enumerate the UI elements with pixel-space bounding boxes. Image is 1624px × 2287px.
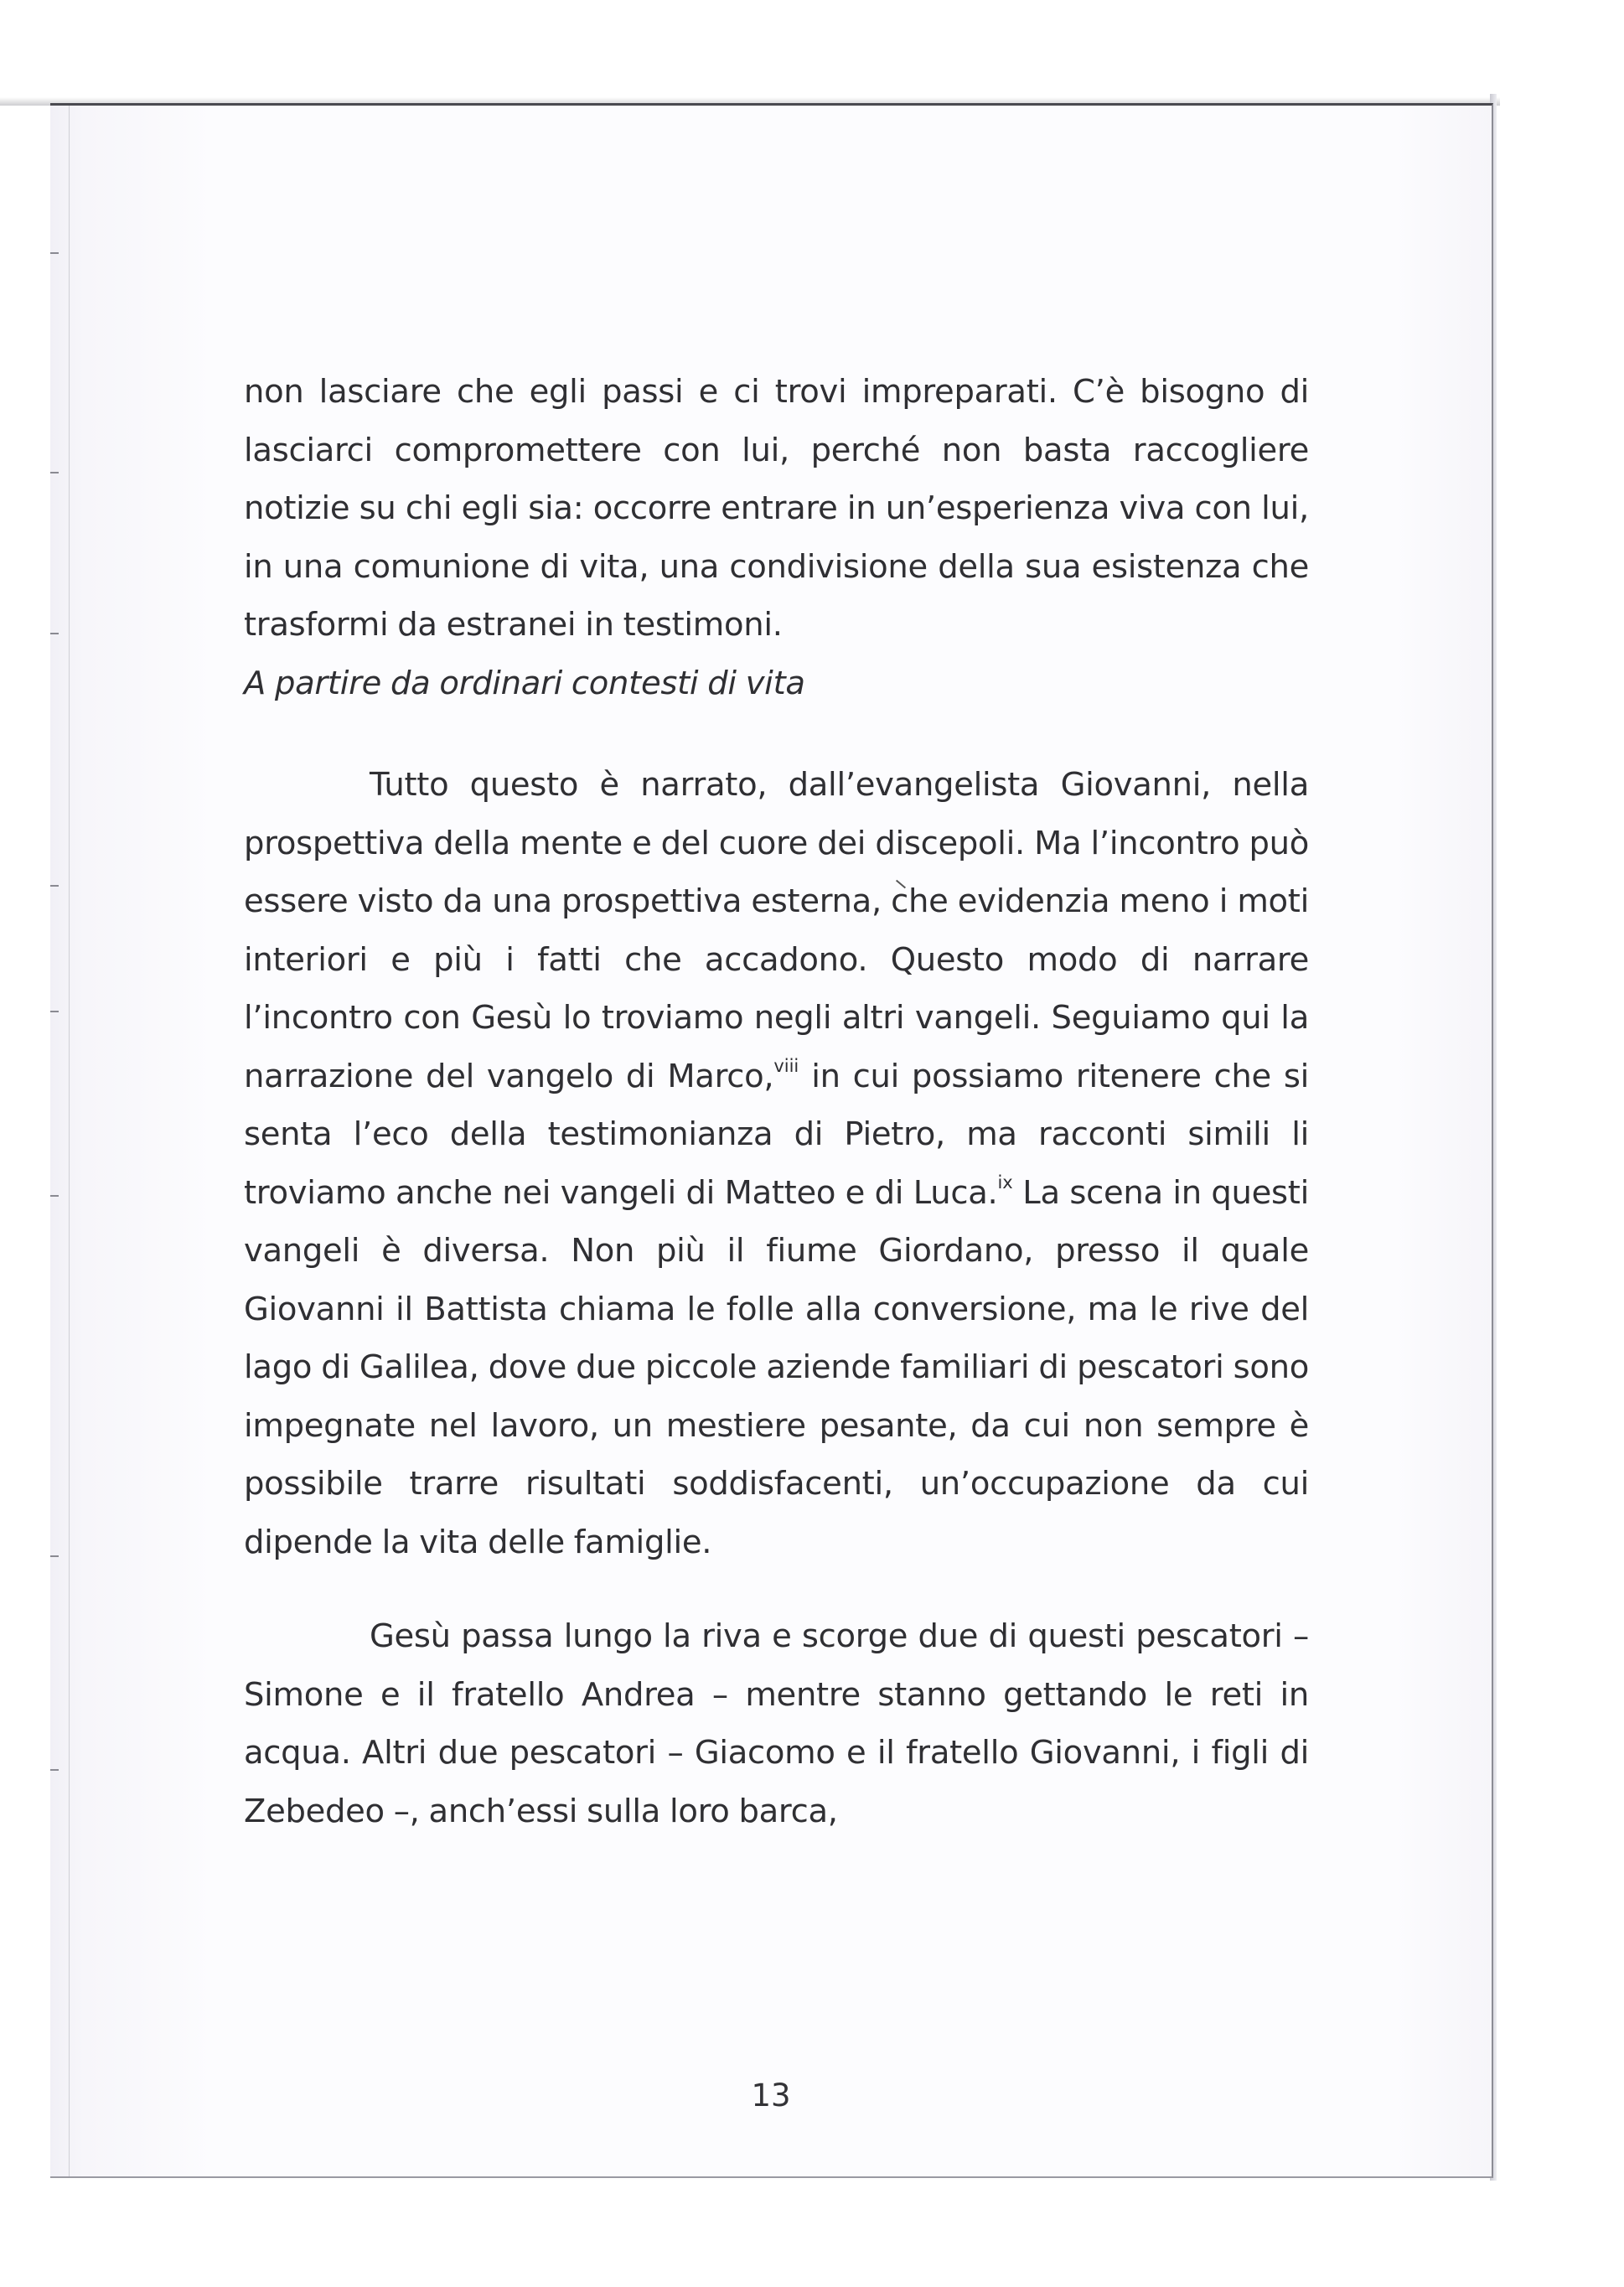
paragraph-jesus-passes: Gesù passa lungo la riva e scorge due di questi pescatori – Simone e il fratello Andrea – mentre stanno gettando le reti in acqua. Altri due pescatori – Giacomo e il fratello Giovanni, i figli di Zebedeo –, anch’essi sulla loro barca, (244, 1617, 1309, 1830)
booklet-page (50, 103, 1493, 2178)
paragraph-text: Tutto questo è narrato, dall’evangelista Giovanni, nella prospettiva della mente e del cuore dei discepoli. Ma l’incontro può essere visto da una prospettiva esterna, che evidenzia meno i moti interiori e più i fatti che accadono. Questo modo di narrare l’incontro con Gesù lo troviamo negli altri vangeli. Seguiamo qui la narrazione del vangelo di Marco, (244, 766, 1309, 1095)
binding-stitch (50, 1195, 59, 1197)
binding-stitch (50, 633, 59, 634)
paragraph-text: La scena in questi vangeli è diversa. Non più il fiume Giordano, presso il quale Giovanni il Battista chiama le folle alla conversione, ma le rive del lago di Galilea, dove due piccole aziende familiari di pescatori sono impegnate nel lavoro, un mestiere pesante, da cui non sempre è possibile trarre risultati soddisfacenti, un’occupazione da cui dipende la vita delle famiglie. (244, 1173, 1309, 1561)
body-text (244, 363, 1309, 1840)
paragraph-evangelist-perspective (244, 756, 1309, 1571)
binding-stitch (50, 472, 59, 473)
binding-stitch (50, 252, 59, 254)
page-number: 13 (751, 2077, 791, 2114)
binding-stitch (50, 1769, 59, 1771)
binding-stitch (50, 1555, 59, 1557)
endnote-marker-ix: ix (997, 1172, 1013, 1193)
binding-stitch (50, 885, 59, 887)
section-heading: A partire da ordinari contesti di vita (244, 664, 805, 702)
binding-stitch (50, 1011, 59, 1012)
endnote-marker-viii: viii (773, 1055, 799, 1076)
paragraph-continuation: non lasciare che egli passi e ci trovi impreparati. C’è bisogno di lasciarci compromettere con lui, perché non basta raccogliere notizie su chi egli sia: occorre entrare in un’esperienza viva con lui, in una comunione di vita, una condivisione della sua esistenza che trasformi da estranei in testimoni. (244, 373, 1309, 644)
paragraph-text: in cui possiamo ritenere che si senta l’eco della testimonianza di Pietro, ma racconti simili li troviamo anche nei vangeli di Matteo e di Luca. (244, 1057, 1309, 1212)
binding-gutter (50, 106, 70, 2176)
